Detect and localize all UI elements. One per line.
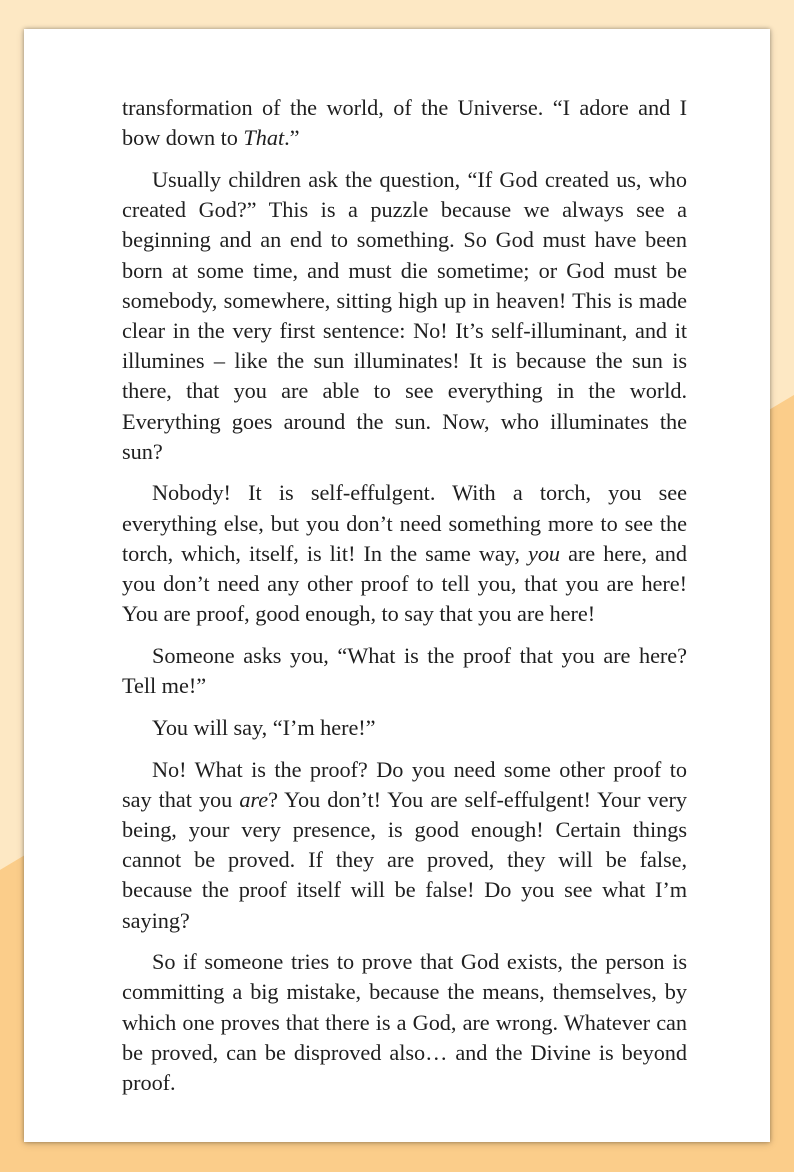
paragraph-text: are here, and you don’t need any other proof to tell you, that you are here! You are proof, good enough, to say that you are here!	[122, 540, 687, 627]
italic-text: are	[239, 786, 269, 812]
paragraph-text: Someone asks you, “What is the proof that you are here? Tell me!”	[122, 642, 687, 699]
paragraph	[122, 641, 687, 701]
paragraph-text: You will say, “I’m here!”	[152, 714, 376, 740]
italic-text: That	[243, 125, 285, 151]
paragraph-text: .”	[284, 125, 300, 151]
paragraph	[122, 165, 687, 467]
book-page	[24, 29, 770, 1142]
paragraph	[122, 713, 687, 743]
page-body-text	[122, 93, 687, 1110]
paragraph-text: transformation of the world, of the Universe. “I adore and I bow down to	[122, 95, 687, 151]
paragraph	[122, 93, 687, 153]
paragraph-text: ? You don’t! You are self-effulgent! Your very being, your very presence, is good enough! Certain things cannot be proved. If they are proved, they will be false, because the proof itself will be false! Do you see what I’m saying?	[122, 786, 687, 933]
paragraph-text: Usually children ask the question, “If God created us, who created God?” This is a puzzle because we always see a beginning and an end to something. So God must have been born at some time, and must die sometime; or God must be somebody, somewhere, sitting high up in heaven! This is made clear in the very first sentence: No! It’s self-illuminant, and it illumines – like the sun illuminates! It is because the sun is there, that you are able to see everything in the world. Everything goes around the sun. Now, who illuminates the sun?	[122, 166, 687, 464]
paragraph	[122, 478, 687, 629]
paragraph-text: No! What is the proof? Do you need some other proof to say that you	[122, 756, 687, 812]
paragraph	[122, 755, 687, 936]
paragraph-text: Nobody! It is self-effulgent. With a torch, you see everything else, but you don’t need something more to see the torch, which, itself, is lit! In the same way,	[122, 480, 687, 566]
paragraph-text: So if someone tries to prove that God exists, the person is committing a big mistake, because the means, themselves, by which one proves that there is a God, are wrong. Whatever can be proved, can be disproved also… and the Divine is beyond proof.	[122, 949, 687, 1096]
paragraph	[122, 947, 687, 1098]
italic-text: you	[527, 540, 561, 566]
